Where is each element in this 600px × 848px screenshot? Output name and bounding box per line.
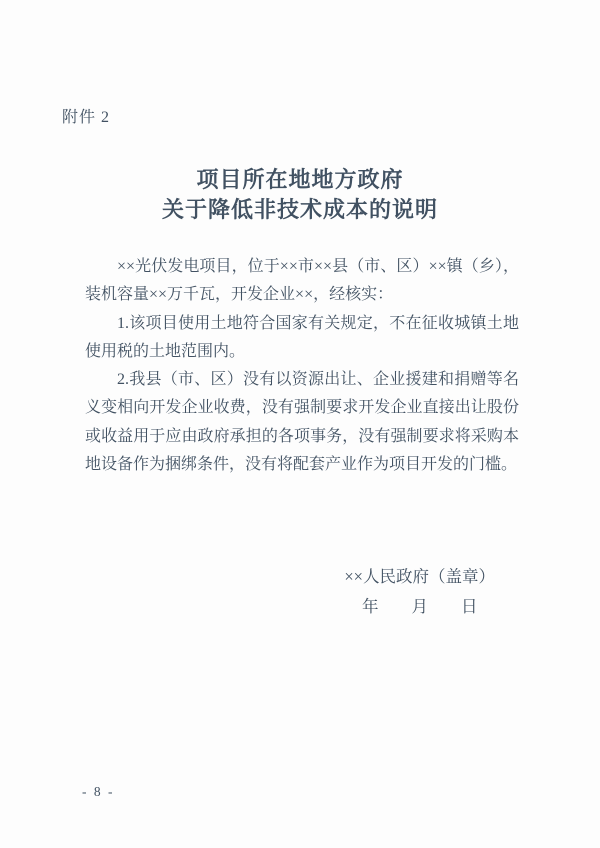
document-title bbox=[0, 165, 600, 225]
page-number: - 8 - bbox=[82, 784, 115, 799]
attachment-label: 附件 2 bbox=[62, 109, 111, 126]
paragraph-intro: ××光伏发电项目，位于××市××县（市、区）××镇（乡），装机容量××万千瓦，开发企业××，经核实： bbox=[85, 258, 519, 304]
paragraph-item-1: 1.该项目使用土地符合国家有关规定，不在征收城镇土地使用税的土地范围内。 bbox=[85, 314, 519, 360]
document-body bbox=[85, 253, 519, 479]
paragraph-item-2: 2.我县（市、区）没有以资源出让、企业援建和捐赠等名义变相向开发企业收费，没有强制要求开发企业直接出让股份或收益用于应由政府承担的各项事务，没有强制要求将采购本地设备作为捆绑条件，没有将配套产业作为项目开发的门槛。 bbox=[85, 371, 519, 474]
signature-block bbox=[344, 562, 495, 622]
title-line-2: 关于降低非技术成本的说明 bbox=[161, 197, 438, 222]
signature-authority: ××人民政府（盖章） bbox=[344, 567, 495, 586]
signature-date-line: 年 月 日 bbox=[361, 597, 478, 616]
title-line-1: 项目所在地地方政府 bbox=[196, 167, 404, 192]
